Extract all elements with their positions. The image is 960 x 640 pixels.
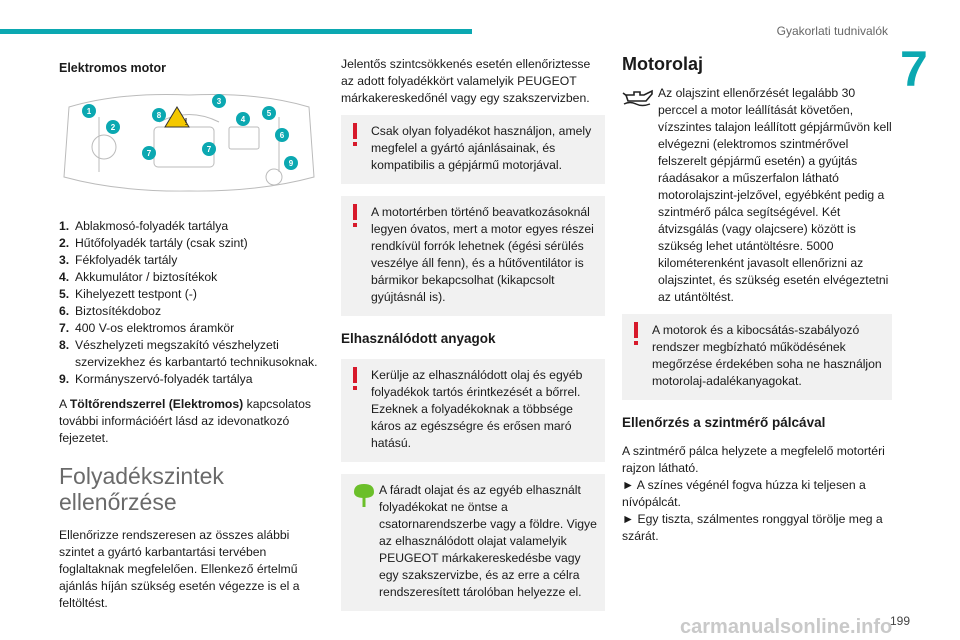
environment-leaf-icon — [351, 482, 377, 508]
svg-text:1: 1 — [86, 107, 92, 116]
figure-callout-3 — [212, 94, 226, 108]
list-item: 6. Biztosítékdoboz — [59, 304, 162, 318]
header-accent-bar — [0, 29, 472, 34]
dipstick-intro: A szintmérő pálca helyzete a megfelelő motortéri rajzon látható. — [622, 444, 885, 475]
warning-box-additives: A motorok és a kibocsátás-szabályozó rendszer megbízható működésének megőrzése érdekében soha ne használjon motorolaj-adalékanyagokat. — [622, 314, 892, 400]
warning-exclamation-icon — [351, 123, 359, 147]
fluid-levels-intro: Ellenőrizze rendszeresen az összes alábbi szintet a gyártó karbantartási tervében foglaltaknak megfelelően. Ellenkező értelmű ajánlás híján szükség esetén végezze is el a feltöltést. — [59, 528, 300, 610]
svg-text:8: 8 — [156, 111, 162, 120]
level-drop-text: Jelentős szintcsökkenés esetén ellenőriztesse az adott folyadékkört valamelyik PEUGEOT márkakereskedőnél vagy egy szakszervizben. — [341, 57, 591, 105]
environment-box: A fáradt olajat és az egyéb elhasznált folyadékokat ne öntse a csatornarendszerbe vagy a földre. Vigye az elhasználódott olajat valamelyik PEUGEOT márkakereskedésbe vagy egy szakszervizbe, és az erre a célra rendszeresített tárolóban helyezze el. — [341, 474, 605, 611]
fluid-levels-title: Folyadékszintek ellenőrzése — [59, 463, 224, 515]
svg-text:!: ! — [184, 117, 188, 128]
svg-text:4: 4 — [240, 115, 246, 124]
engine-bay-figure — [59, 87, 319, 197]
list-item: 1. Ablakmosó-folyadék tartálya — [59, 219, 229, 233]
svg-text:6: 6 — [279, 131, 285, 140]
column-3 — [622, 56, 892, 553]
oil-can-icon — [622, 87, 654, 109]
page-number: 199 — [889, 614, 910, 628]
warning-exclamation-icon — [351, 204, 359, 228]
oil-check-text: Az olajszint ellenőrzését legalább 30 perccel a motor leállítását követően, vízszintes talajon leállított gépjárművön kell elvégezni (elektromos szintmérővel felszerelt gépjármű esetén) a gyújtás ráadásakor a műszerfalon látható motorolajszint-jelzővel, egyébként pedig a szintmérő pálca segítségével. Két átvizsgálás (vagy olajcsere) között is szükség lehet utántöltésre. 5000 kilométerenként javasolt ellenőrizni az olajszintet, és szükség esetén elvégeztetni az utántöltést. — [622, 85, 892, 306]
figure-callout-2 — [106, 120, 120, 134]
engine-parts-list — [59, 218, 327, 388]
svg-text:5: 5 — [266, 109, 272, 118]
dipstick-step-1: ► A színes végénél fogva húzza ki teljesen a nívópálcát. — [622, 478, 866, 509]
svg-text:7: 7 — [146, 149, 152, 158]
figure-callout-1 — [82, 104, 96, 118]
figure-callout-9 — [284, 156, 298, 170]
section-title-electric-motor: Elektromos motor — [59, 61, 166, 75]
svg-text:9: 9 — [288, 159, 294, 168]
column-1 — [59, 56, 327, 620]
svg-text:7: 7 — [206, 145, 212, 154]
svg-text:3: 3 — [216, 97, 222, 106]
warning-box-skin-contact: Kerülje az elhasználódott olaj és egyéb folyadékok tartós érintkezését a bőrrel. Ezeknek a folyadékoknak a többsége káros az egészségre és erősen maró hatású. — [341, 359, 605, 462]
figure-callout-5 — [262, 106, 276, 120]
svg-text:2: 2 — [110, 123, 116, 132]
list-item: 4. Akkumulátor / biztosítékok — [59, 270, 218, 284]
list-item: 7. 400 V-os elektromos áramkör — [59, 321, 235, 335]
figure-callout-8 — [152, 108, 166, 122]
warning-box-hot-engine: A motortérben történő beavatkozásoknál legyen óvatos, mert a motor egyes részei rendkívül forrók lehetnek (égési sérülés veszélye áll fenn), és a hűtőventilátor is bármikor bekapcsolhat (kikapcsolt gyújtásnál is). — [341, 196, 605, 316]
list-item: 8. Vészhelyzeti megszakító vészhelyzeti szervizekhez és karbantartó technikusoknak. — [59, 338, 318, 369]
column-2 — [341, 56, 605, 623]
dipstick-title: Ellenőrzés a szintmérő pálcával — [622, 415, 826, 430]
warning-box-fluid: Csak olyan folyadékot használjon, amely megfelel a gyártó ajánlásainak, és kompatibilis a gépjármű motorjával. — [341, 115, 605, 184]
used-materials-title: Elhasználódott anyagok — [341, 331, 496, 346]
list-item: 5. Kihelyezett testpont (-) — [59, 287, 197, 301]
timing-note: A Töltőrendszerrel (Elektromos) kapcsolatos további információért lásd az idevonatkozó fejezetet. — [59, 397, 311, 445]
figure-callout-7a — [142, 146, 156, 160]
figure-callout-7b — [202, 142, 216, 156]
list-item: 2. Hűtőfolyadék tartály (csak szint) — [59, 236, 248, 250]
engine-oil-title: Motorolaj — [622, 54, 703, 74]
list-item: 9. Kormányszervó-folyadék tartálya — [59, 372, 253, 386]
list-item: 3. Fékfolyadék tartály — [59, 253, 178, 267]
warning-exclamation-icon — [632, 322, 640, 346]
chapter-number: 7 — [900, 41, 928, 97]
header-title: Gyakorlati tudnivalók — [776, 24, 888, 38]
dipstick-step-2: ► Egy tiszta, szálmentes ronggyal törölje meg a szárát. — [622, 512, 883, 543]
figure-callout-4 — [236, 112, 250, 126]
warning-exclamation-icon — [351, 367, 359, 391]
figure-callout-6 — [275, 128, 289, 142]
watermark: carmanualsonline.info — [680, 616, 893, 638]
